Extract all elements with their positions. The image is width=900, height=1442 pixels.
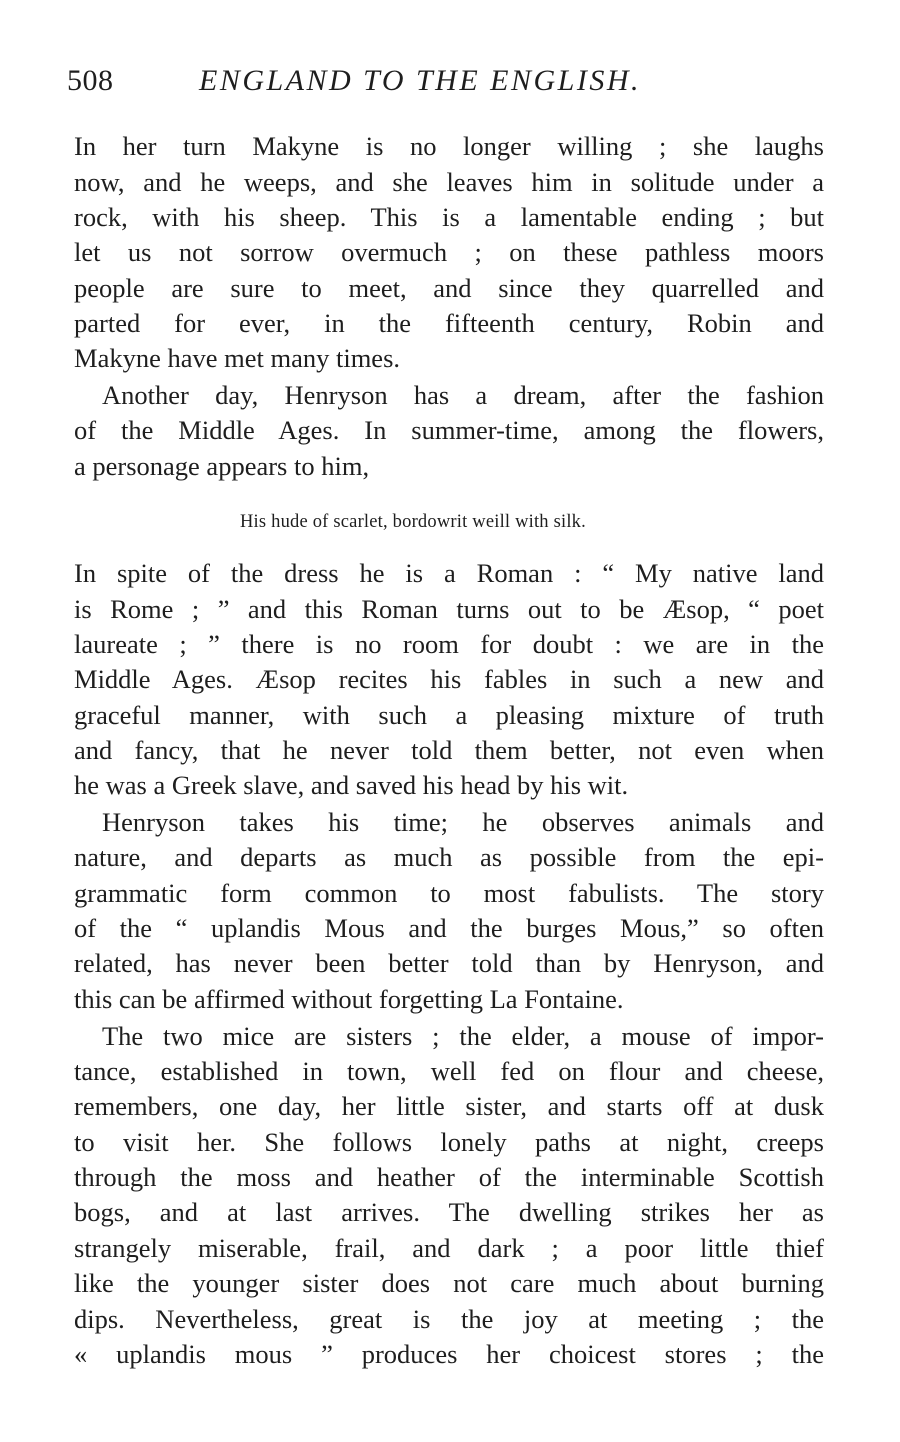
text-line: nature, and departs as much as possible from the epi- [74, 842, 824, 872]
running-title: ENGLAND TO THE ENGLISH. [199, 64, 642, 97]
text-line: is Rome ; ” and this Roman turns out to be Æsop, “ poet [74, 594, 824, 624]
text-line: related, has never been better told than by Henryson, and [74, 948, 824, 978]
text-line: and fancy, that he never told them better, not even when [74, 735, 824, 765]
text-line: Henryson takes his time; he observes animals and [102, 807, 824, 837]
text-line: of the “ uplandis Mous and the burges Mous,” so often [74, 913, 824, 943]
text-line: let us not sorrow overmuch ; on these pathless moors [74, 237, 824, 267]
text-line: a personage appears to him, [74, 451, 370, 481]
text-line: grammatic form common to most fabulists. The story [74, 878, 824, 908]
text-line: strangely miserable, frail, and dark ; a poor little thief [74, 1233, 824, 1263]
text-line: Middle Ages. Æsop recites his fables in such a new and [74, 664, 824, 694]
text-line: Makyne have met many times. [74, 343, 401, 373]
text-line: In her turn Makyne is no longer willing ; she laughs [74, 131, 824, 161]
text-line: through the moss and heather of the interminable Scottish [74, 1162, 824, 1192]
text-line: now, and he weeps, and she leaves him in solitude under a [74, 167, 824, 197]
text-line: graceful manner, with such a pleasing mixture of truth [74, 700, 824, 730]
text-line: « uplandis mous ” produces her choicest stores ; the [74, 1339, 824, 1369]
page-header [67, 64, 827, 104]
text-line: people are sure to meet, and since they quarrelled and [74, 273, 824, 303]
text-line: tance, established in town, well fed on flour and cheese, [74, 1056, 824, 1086]
text-line: The two mice are sisters ; the elder, a mouse of impor- [102, 1021, 824, 1051]
text-line: bogs, and at last arrives. The dwelling strikes her as [74, 1197, 824, 1227]
text-line: this can be affirmed without forgetting La Fontaine. [74, 984, 624, 1014]
text-line: laureate ; ” there is no room for doubt : we are in the [74, 629, 824, 659]
block-quote: His hude of scarlet, bordowrit weill with silk. [240, 512, 586, 532]
text-line: In spite of the dress he is a Roman : “ My native land [74, 558, 824, 588]
text-line: dips. Nevertheless, great is the joy at meeting ; the [74, 1304, 824, 1334]
text-line: he was a Greek slave, and saved his head by his wit. [74, 770, 629, 800]
text-line: like the younger sister does not care much about burning [74, 1268, 824, 1298]
text-line: of the Middle Ages. In summer-time, among the flowers, [74, 415, 824, 445]
text-line: parted for ever, in the fifteenth century, Robin and [74, 308, 824, 338]
text-line: to visit her. She follows lonely paths at night, creeps [74, 1127, 824, 1157]
text-line: Another day, Henryson has a dream, after the fashion [102, 380, 824, 410]
text-line: remembers, one day, her little sister, and starts off at dusk [74, 1091, 824, 1121]
page-number: 508 [67, 64, 114, 97]
text-line: rock, with his sheep. This is a lamentable ending ; but [74, 202, 824, 232]
